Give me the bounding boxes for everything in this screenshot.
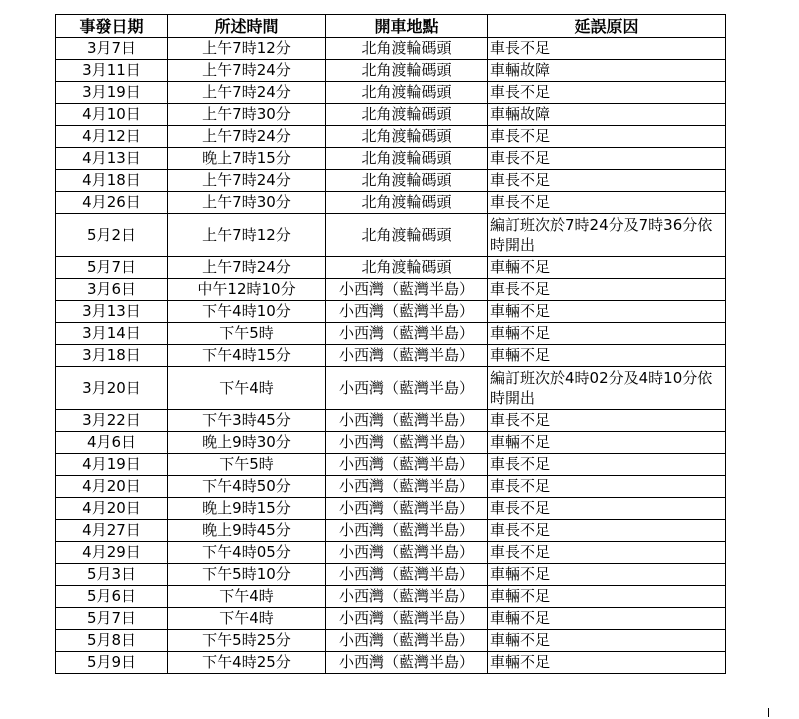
table-row xyxy=(56,498,726,520)
cell-stated-time: 下午4時 xyxy=(168,586,326,608)
header-stated-time: 所述時間 xyxy=(168,15,326,38)
table-row xyxy=(56,564,726,586)
cell-delay-reason: 車長不足 xyxy=(488,38,726,60)
cell-departure-location: 北角渡輪碼頭 xyxy=(326,257,488,279)
cell-delay-reason: 車輛不足 xyxy=(488,564,726,586)
cell-departure-location: 小西灣（藍灣半島） xyxy=(326,586,488,608)
cell-delay-reason: 車長不足 xyxy=(488,126,726,148)
cell-incident-date: 3月13日 xyxy=(56,301,168,323)
cell-incident-date: 4月6日 xyxy=(56,432,168,454)
cell-stated-time: 晚上7時15分 xyxy=(168,148,326,170)
cell-delay-reason: 車輛不足 xyxy=(488,323,726,345)
cell-incident-date: 4月27日 xyxy=(56,520,168,542)
cell-incident-date: 3月22日 xyxy=(56,410,168,432)
cell-delay-reason: 車輛不足 xyxy=(488,257,726,279)
cell-delay-reason: 車長不足 xyxy=(488,542,726,564)
cell-departure-location: 小西灣（藍灣半島） xyxy=(326,652,488,674)
cell-stated-time: 晚上9時45分 xyxy=(168,520,326,542)
cell-incident-date: 3月11日 xyxy=(56,60,168,82)
header-row xyxy=(56,15,726,38)
table-row xyxy=(56,432,726,454)
cell-stated-time: 上午7時30分 xyxy=(168,104,326,126)
cell-departure-location: 北角渡輪碼頭 xyxy=(326,104,488,126)
cell-stated-time: 下午5時 xyxy=(168,454,326,476)
cell-departure-location: 小西灣（藍灣半島） xyxy=(326,630,488,652)
cell-stated-time: 下午4時 xyxy=(168,367,326,410)
table-row xyxy=(56,301,726,323)
cell-incident-date: 3月6日 xyxy=(56,279,168,301)
cell-stated-time: 下午3時45分 xyxy=(168,410,326,432)
cell-departure-location: 小西灣（藍灣半島） xyxy=(326,367,488,410)
table-row xyxy=(56,257,726,279)
table-row xyxy=(56,126,726,148)
table-body xyxy=(56,38,726,674)
cell-delay-reason: 車輛不足 xyxy=(488,301,726,323)
cell-incident-date: 3月18日 xyxy=(56,345,168,367)
cell-incident-date: 4月29日 xyxy=(56,542,168,564)
cell-departure-location: 小西灣（藍灣半島） xyxy=(326,432,488,454)
cell-stated-time: 下午5時25分 xyxy=(168,630,326,652)
cell-delay-reason: 車輛不足 xyxy=(488,630,726,652)
table-row xyxy=(56,323,726,345)
cell-delay-reason: 車輛不足 xyxy=(488,432,726,454)
cell-stated-time: 上午7時24分 xyxy=(168,126,326,148)
cell-incident-date: 5月3日 xyxy=(56,564,168,586)
cell-departure-location: 小西灣（藍灣半島） xyxy=(326,279,488,301)
cell-incident-date: 4月26日 xyxy=(56,192,168,214)
cell-delay-reason: 車長不足 xyxy=(488,192,726,214)
cell-departure-location: 北角渡輪碼頭 xyxy=(326,126,488,148)
table-row xyxy=(56,630,726,652)
cell-incident-date: 5月7日 xyxy=(56,257,168,279)
cell-departure-location: 小西灣（藍灣半島） xyxy=(326,564,488,586)
cell-departure-location: 北角渡輪碼頭 xyxy=(326,214,488,257)
cell-stated-time: 上午7時24分 xyxy=(168,257,326,279)
table-row xyxy=(56,214,726,257)
cell-departure-location: 北角渡輪碼頭 xyxy=(326,148,488,170)
cell-delay-reason: 車長不足 xyxy=(488,410,726,432)
header-incident-date: 事發日期 xyxy=(56,15,168,38)
cell-stated-time: 中午12時10分 xyxy=(168,279,326,301)
table-row xyxy=(56,148,726,170)
table-row xyxy=(56,586,726,608)
cell-stated-time: 下午4時50分 xyxy=(168,476,326,498)
table-row xyxy=(56,60,726,82)
cell-delay-reason: 車輛不足 xyxy=(488,586,726,608)
cell-incident-date: 4月19日 xyxy=(56,454,168,476)
table-row xyxy=(56,170,726,192)
cell-stated-time: 晚上9時30分 xyxy=(168,432,326,454)
cell-delay-reason: 車輛不足 xyxy=(488,345,726,367)
table-row xyxy=(56,38,726,60)
cell-departure-location: 小西灣（藍灣半島） xyxy=(326,608,488,630)
cell-departure-location: 小西灣（藍灣半島） xyxy=(326,498,488,520)
cell-incident-date: 3月19日 xyxy=(56,82,168,104)
cell-stated-time: 上午7時12分 xyxy=(168,214,326,257)
cell-stated-time: 下午4時10分 xyxy=(168,301,326,323)
table-row xyxy=(56,279,726,301)
header-departure-location: 開車地點 xyxy=(326,15,488,38)
cell-stated-time: 下午4時25分 xyxy=(168,652,326,674)
table-row xyxy=(56,454,726,476)
cell-stated-time: 上午7時12分 xyxy=(168,38,326,60)
cell-departure-location: 北角渡輪碼頭 xyxy=(326,38,488,60)
cell-stated-time: 下午5時10分 xyxy=(168,564,326,586)
cell-stated-time: 上午7時24分 xyxy=(168,82,326,104)
table-row xyxy=(56,542,726,564)
cell-delay-reason: 車輛故障 xyxy=(488,60,726,82)
table-row xyxy=(56,192,726,214)
cell-incident-date: 5月7日 xyxy=(56,608,168,630)
cell-incident-date: 3月14日 xyxy=(56,323,168,345)
cell-delay-reason: 車長不足 xyxy=(488,454,726,476)
cell-departure-location: 北角渡輪碼頭 xyxy=(326,192,488,214)
table-row xyxy=(56,367,726,410)
cell-incident-date: 5月9日 xyxy=(56,652,168,674)
cell-stated-time: 晚上9時15分 xyxy=(168,498,326,520)
table-row xyxy=(56,104,726,126)
cell-departure-location: 小西灣（藍灣半島） xyxy=(326,520,488,542)
cell-delay-reason: 車輛不足 xyxy=(488,652,726,674)
cell-delay-reason: 車輛不足 xyxy=(488,608,726,630)
cell-stated-time: 上午7時24分 xyxy=(168,170,326,192)
table-row xyxy=(56,476,726,498)
cell-departure-location: 小西灣（藍灣半島） xyxy=(326,323,488,345)
cell-departure-location: 小西灣（藍灣半島） xyxy=(326,542,488,564)
header-delay-reason: 延誤原因 xyxy=(488,15,726,38)
table-row xyxy=(56,410,726,432)
cell-delay-reason: 車輛故障 xyxy=(488,104,726,126)
table-row xyxy=(56,345,726,367)
cell-stated-time: 下午4時05分 xyxy=(168,542,326,564)
cell-departure-location: 北角渡輪碼頭 xyxy=(326,60,488,82)
cell-incident-date: 4月12日 xyxy=(56,126,168,148)
cell-delay-reason: 編訂班次於4時02分及4時10分依時開出 xyxy=(488,367,726,410)
cell-stated-time: 上午7時30分 xyxy=(168,192,326,214)
cell-departure-location: 小西灣（藍灣半島） xyxy=(326,410,488,432)
cell-departure-location: 小西灣（藍灣半島） xyxy=(326,345,488,367)
cell-stated-time: 上午7時24分 xyxy=(168,60,326,82)
cell-stated-time: 下午5時 xyxy=(168,323,326,345)
cell-incident-date: 5月2日 xyxy=(56,214,168,257)
cell-incident-date: 3月20日 xyxy=(56,367,168,410)
cell-departure-location: 小西灣（藍灣半島） xyxy=(326,476,488,498)
cell-delay-reason: 車長不足 xyxy=(488,476,726,498)
cell-delay-reason: 車長不足 xyxy=(488,170,726,192)
cell-incident-date: 4月18日 xyxy=(56,170,168,192)
cell-delay-reason: 車長不足 xyxy=(488,520,726,542)
table-row xyxy=(56,652,726,674)
cell-departure-location: 小西灣（藍灣半島） xyxy=(326,301,488,323)
table-row xyxy=(56,82,726,104)
cell-incident-date: 4月13日 xyxy=(56,148,168,170)
cell-departure-location: 小西灣（藍灣半島） xyxy=(326,454,488,476)
cell-delay-reason: 車長不足 xyxy=(488,82,726,104)
delay-records-table xyxy=(55,14,726,674)
cell-incident-date: 5月6日 xyxy=(56,586,168,608)
cell-departure-location: 北角渡輪碼頭 xyxy=(326,82,488,104)
cell-incident-date: 4月20日 xyxy=(56,476,168,498)
cell-stated-time: 下午4時 xyxy=(168,608,326,630)
cell-incident-date: 5月8日 xyxy=(56,630,168,652)
table-row xyxy=(56,608,726,630)
cell-incident-date: 4月20日 xyxy=(56,498,168,520)
cell-delay-reason: 車長不足 xyxy=(488,148,726,170)
table-row xyxy=(56,520,726,542)
cell-incident-date: 3月7日 xyxy=(56,38,168,60)
page-edge-mark xyxy=(768,708,769,717)
table-header xyxy=(56,15,726,38)
cell-delay-reason: 編訂班次於7時24分及7時36分依時開出 xyxy=(488,214,726,257)
cell-incident-date: 4月10日 xyxy=(56,104,168,126)
cell-delay-reason: 車長不足 xyxy=(488,498,726,520)
cell-stated-time: 下午4時15分 xyxy=(168,345,326,367)
cell-departure-location: 北角渡輪碼頭 xyxy=(326,170,488,192)
cell-delay-reason: 車長不足 xyxy=(488,279,726,301)
